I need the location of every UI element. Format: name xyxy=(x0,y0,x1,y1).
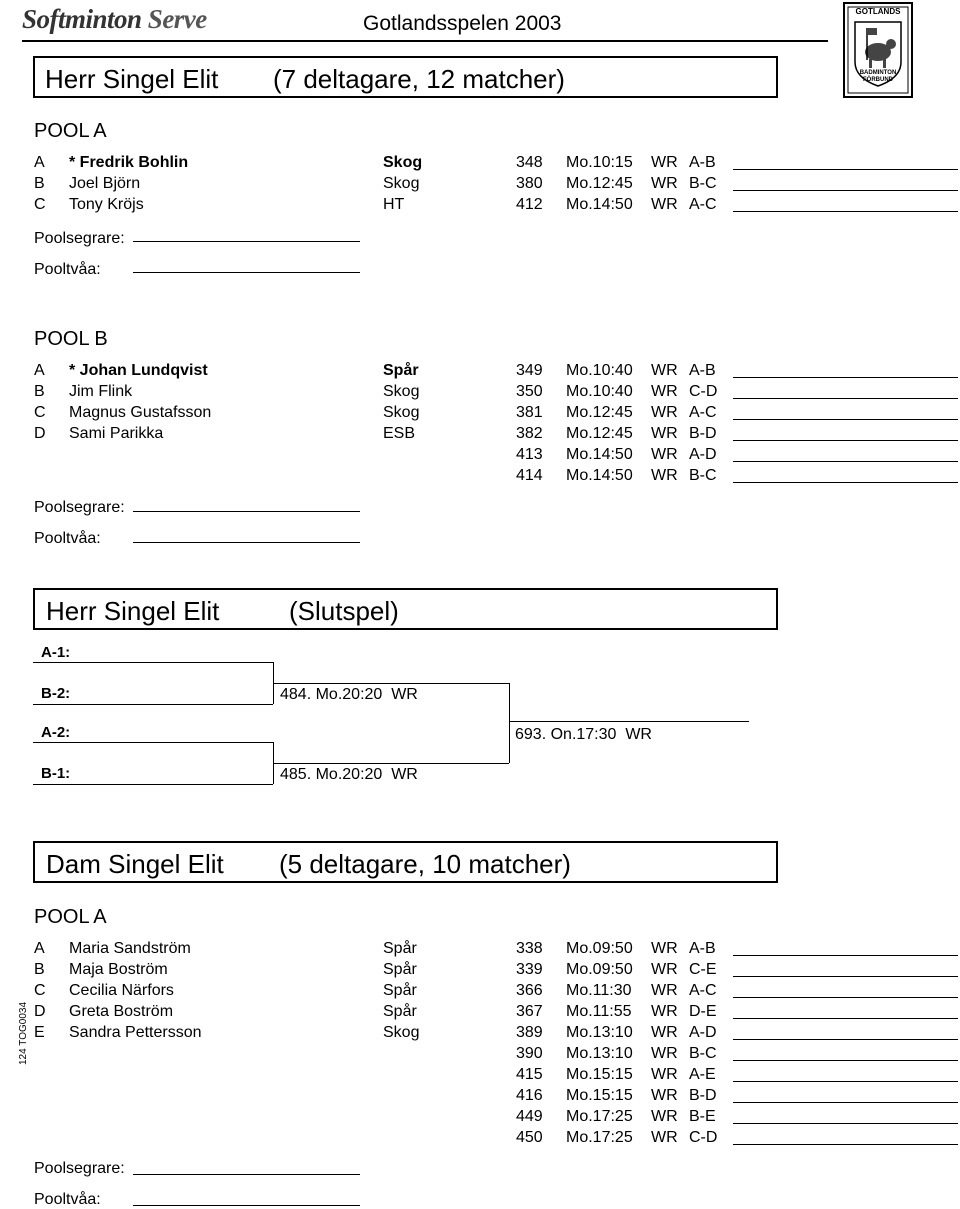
player-name: Cecilia Närfors xyxy=(69,982,174,999)
slot-b2-line[interactable] xyxy=(33,704,273,705)
slutspel-subtitle: (Slutspel) xyxy=(289,596,399,626)
player-letter: B xyxy=(34,961,45,978)
slot-b1-line[interactable] xyxy=(33,784,273,785)
herr-pool-a-title: POOL A xyxy=(34,120,107,142)
match-time: Mo.09:50 xyxy=(566,940,633,957)
match-time: Mo.15:15 xyxy=(566,1087,633,1104)
match-time: Mo.14:50 xyxy=(566,467,633,484)
dam-pool-a-pooltvaa-label: Pooltvåa: xyxy=(34,1191,101,1208)
match-court: WR xyxy=(651,1108,678,1125)
player-club: Skog xyxy=(383,154,423,171)
match-court: WR xyxy=(651,175,678,192)
match484-time: Mo.20:20 xyxy=(315,686,383,703)
match-number: 416 xyxy=(516,1087,543,1104)
player-letter: D xyxy=(34,425,46,442)
match-result-line[interactable] xyxy=(733,1039,958,1040)
match-number: 380 xyxy=(516,175,543,192)
final-info xyxy=(515,726,652,744)
player-name: * Fredrik Bohlin xyxy=(69,154,189,171)
match-pairing: A-B xyxy=(689,154,716,171)
match484-num: 484. xyxy=(280,686,312,703)
match-time: Mo.11:30 xyxy=(566,982,632,999)
match-court: WR xyxy=(651,404,678,421)
match-pairing: C-E xyxy=(689,961,717,978)
match484-court: WR xyxy=(391,686,418,703)
dam-pool-a-title: POOL A xyxy=(34,906,107,928)
player-name: Maja Boström xyxy=(69,961,168,978)
match-result-line[interactable] xyxy=(733,440,958,441)
match484-winner-line[interactable] xyxy=(273,683,509,684)
herr-title-box xyxy=(33,56,778,98)
match-pairing: B-D xyxy=(689,1087,717,1104)
slutspel-title: Herr Singel Elit xyxy=(46,596,220,626)
slot-a2-line[interactable] xyxy=(33,742,273,743)
player-name: Tony Kröjs xyxy=(69,196,144,213)
match-pairing: A-D xyxy=(689,1024,717,1041)
slot-b1-label: B-1: xyxy=(41,765,71,782)
match-pairing: A-C xyxy=(689,404,717,421)
match-number: 366 xyxy=(516,982,543,999)
match-time: Mo.14:50 xyxy=(566,196,633,213)
player-name: Jim Flink xyxy=(69,383,133,400)
emblem-bottom-text: BADMINTON FÖRBUND xyxy=(859,70,897,83)
player-letter: A xyxy=(34,362,45,379)
player-letter: B xyxy=(34,175,45,192)
match-court: WR xyxy=(651,362,678,379)
player-club: Skog xyxy=(383,175,420,192)
final-bracket-vline xyxy=(509,683,510,763)
match-number: 389 xyxy=(516,1024,543,1041)
match485-winner-line[interactable] xyxy=(273,763,509,764)
player-club: Spår xyxy=(383,982,417,999)
slutspel-title-box xyxy=(33,588,778,630)
herr-pool-b-poolsegrare-line[interactable] xyxy=(133,511,360,512)
match-number: 415 xyxy=(516,1066,543,1083)
match-number: 339 xyxy=(516,961,543,978)
match-pairing: D-E xyxy=(689,1003,717,1020)
match-pairing: B-C xyxy=(689,1045,717,1062)
match-result-line[interactable] xyxy=(733,377,958,378)
match-time: Mo.10:15 xyxy=(566,154,633,171)
player-letter: D xyxy=(34,1003,46,1020)
herr-pool-a-pooltvaa-label: Pooltvåa: xyxy=(34,261,101,278)
player-club: Spår xyxy=(383,362,419,379)
player-letter: C xyxy=(34,404,46,421)
match-court: WR xyxy=(651,1024,678,1041)
slot-a2-label: A-2: xyxy=(41,724,71,741)
final-winner-line[interactable] xyxy=(509,721,749,722)
match-pairing: B-C xyxy=(689,175,717,192)
match485-time: Mo.20:20 xyxy=(315,766,383,783)
slot-a1-line[interactable] xyxy=(33,662,273,663)
match-pairing: A-B xyxy=(689,362,716,379)
match-number: 414 xyxy=(516,467,543,484)
player-club: Spår xyxy=(383,1003,417,1020)
match-time: Mo.17:25 xyxy=(566,1129,633,1146)
match-pairing: A-E xyxy=(689,1066,716,1083)
match-number: 382 xyxy=(516,425,543,442)
match485-court: WR xyxy=(391,766,418,783)
herr-subtitle: (7 deltagare, 12 matcher) xyxy=(273,64,565,94)
match-time: Mo.10:40 xyxy=(566,383,633,400)
match-pairing: C-D xyxy=(689,1129,718,1146)
header-rule xyxy=(22,40,828,42)
player-club: Skog xyxy=(383,404,420,421)
match-result-line[interactable] xyxy=(733,1060,958,1061)
dam-title-box xyxy=(33,841,778,883)
player-club: Skog xyxy=(383,1024,420,1041)
match-time: Mo.12:45 xyxy=(566,425,633,442)
match-pairing: B-E xyxy=(689,1108,716,1125)
herr-pool-a-poolsegrare-label: Poolsegrare: xyxy=(34,230,125,247)
herr-pool-a-poolsegrare-line[interactable] xyxy=(133,241,360,242)
herr-pool-b-poolsegrare-label: Poolsegrare: xyxy=(34,499,125,516)
dam-pool-a-poolsegrare-label: Poolsegrare: xyxy=(34,1160,125,1177)
match-time: Mo.13:10 xyxy=(566,1045,633,1062)
slot-a1-label: A-1: xyxy=(41,644,71,661)
logo-softminton: Softminton xyxy=(22,4,142,34)
player-club: Skog xyxy=(383,383,420,400)
emblem-top-text: GOTLANDS xyxy=(855,7,901,16)
dam-pool-a-poolsegrare-line[interactable] xyxy=(133,1174,360,1175)
match-result-line[interactable] xyxy=(733,997,958,998)
player-club: HT xyxy=(383,196,405,213)
match-court: WR xyxy=(651,446,678,463)
herr-pool-b-title: POOL B xyxy=(34,328,108,350)
match-number: 390 xyxy=(516,1045,543,1062)
match-number: 449 xyxy=(516,1108,543,1125)
player-letter: A xyxy=(34,154,45,171)
match-time: Mo.11:55 xyxy=(566,1003,632,1020)
player-letter: A xyxy=(34,940,45,957)
match-time: Mo.15:15 xyxy=(566,1066,633,1083)
player-letter: C xyxy=(34,982,46,999)
player-name: Maria Sandström xyxy=(69,940,191,957)
player-club: ESB xyxy=(383,425,416,442)
match-court: WR xyxy=(651,982,678,999)
match-time: Mo.17:25 xyxy=(566,1108,633,1125)
match485-num: 485. xyxy=(280,766,312,783)
side-code: 124 TOG0034 xyxy=(18,1001,30,1066)
herr-pool-a-pooltvaa-line[interactable] xyxy=(133,272,360,273)
player-name: * Johan Lundqvist xyxy=(69,362,208,379)
final-court: WR xyxy=(625,726,652,743)
player-name: Joel Björn xyxy=(69,175,141,192)
player-name: Magnus Gustafsson xyxy=(69,404,212,421)
match-number: 350 xyxy=(516,383,543,400)
match-pairing: A-D xyxy=(689,446,717,463)
match-court: WR xyxy=(651,425,678,442)
player-club: Spår xyxy=(383,961,417,978)
dam-subtitle: (5 deltagare, 10 matcher) xyxy=(279,849,571,879)
match-result-line[interactable] xyxy=(733,398,958,399)
match-court: WR xyxy=(651,1003,678,1020)
gotlands-badminton-emblem xyxy=(843,2,913,98)
match-court: WR xyxy=(651,1129,678,1146)
match-pairing: B-D xyxy=(689,425,717,442)
match-time: Mo.14:50 xyxy=(566,446,633,463)
slot-b2-label: B-2: xyxy=(41,685,71,702)
match-result-line[interactable] xyxy=(733,976,958,977)
event-title: Gotlandsspelen 2003 xyxy=(363,12,562,35)
match-time: Mo.12:45 xyxy=(566,175,633,192)
match-result-line[interactable] xyxy=(733,1144,958,1145)
match-number: 450 xyxy=(516,1129,543,1146)
player-name: Greta Boström xyxy=(69,1003,174,1020)
match-pairing: C-D xyxy=(689,383,718,400)
herr-pool-b-pooltvaa-line[interactable] xyxy=(133,542,360,543)
dam-pool-a-pooltvaa-line[interactable] xyxy=(133,1205,360,1206)
match-court: WR xyxy=(651,940,678,957)
match-court: WR xyxy=(651,1066,678,1083)
match-result-line[interactable] xyxy=(733,955,958,956)
herr-title: Herr Singel Elit xyxy=(45,64,219,94)
softminton-serve-logo xyxy=(22,4,207,35)
player-letter: B xyxy=(34,383,45,400)
match-court: WR xyxy=(651,1087,678,1104)
match-number: 367 xyxy=(516,1003,543,1020)
match-pairing: A-C xyxy=(689,196,717,213)
herr-pool-b-pooltvaa-label: Pooltvåa: xyxy=(34,530,101,547)
player-club: Spår xyxy=(383,940,417,957)
match-result-line[interactable] xyxy=(733,1018,958,1019)
match-number: 412 xyxy=(516,196,543,213)
match-time: Mo.12:45 xyxy=(566,404,633,421)
match-court: WR xyxy=(651,154,678,171)
match-court: WR xyxy=(651,467,678,484)
match-number: 338 xyxy=(516,940,543,957)
match-pairing: B-C xyxy=(689,467,717,484)
match-court: WR xyxy=(651,196,678,213)
logo-serve: Serve xyxy=(147,4,207,34)
match-result-line[interactable] xyxy=(733,1123,958,1124)
match-pairing: A-C xyxy=(689,982,717,999)
match-result-line[interactable] xyxy=(733,1081,958,1082)
match-number: 381 xyxy=(516,404,543,421)
match484-info xyxy=(280,686,418,704)
match-court: WR xyxy=(651,383,678,400)
match-result-line[interactable] xyxy=(733,419,958,420)
match-court: WR xyxy=(651,1045,678,1062)
match-result-line[interactable] xyxy=(733,190,958,191)
match-result-line[interactable] xyxy=(733,169,958,170)
player-name: Sandra Pettersson xyxy=(69,1024,202,1041)
match485-info xyxy=(280,766,418,784)
final-num: 693. xyxy=(515,726,547,743)
match-number: 349 xyxy=(516,362,543,379)
match-court: WR xyxy=(651,961,678,978)
match-number: 348 xyxy=(516,154,543,171)
match-pairing: A-B xyxy=(689,940,716,957)
player-name: Sami Parikka xyxy=(69,425,164,442)
match-number: 413 xyxy=(516,446,543,463)
player-letter: C xyxy=(34,196,46,213)
match-time: Mo.09:50 xyxy=(566,961,633,978)
final-time: On.17:30 xyxy=(550,726,617,743)
match-result-line[interactable] xyxy=(733,211,958,212)
match-time: Mo.10:40 xyxy=(566,362,633,379)
dam-title: Dam Singel Elit xyxy=(46,849,224,879)
player-letter: E xyxy=(34,1024,45,1041)
match-result-line[interactable] xyxy=(733,482,958,483)
match-time: Mo.13:10 xyxy=(566,1024,633,1041)
match-result-line[interactable] xyxy=(733,1102,958,1103)
match-result-line[interactable] xyxy=(733,461,958,462)
